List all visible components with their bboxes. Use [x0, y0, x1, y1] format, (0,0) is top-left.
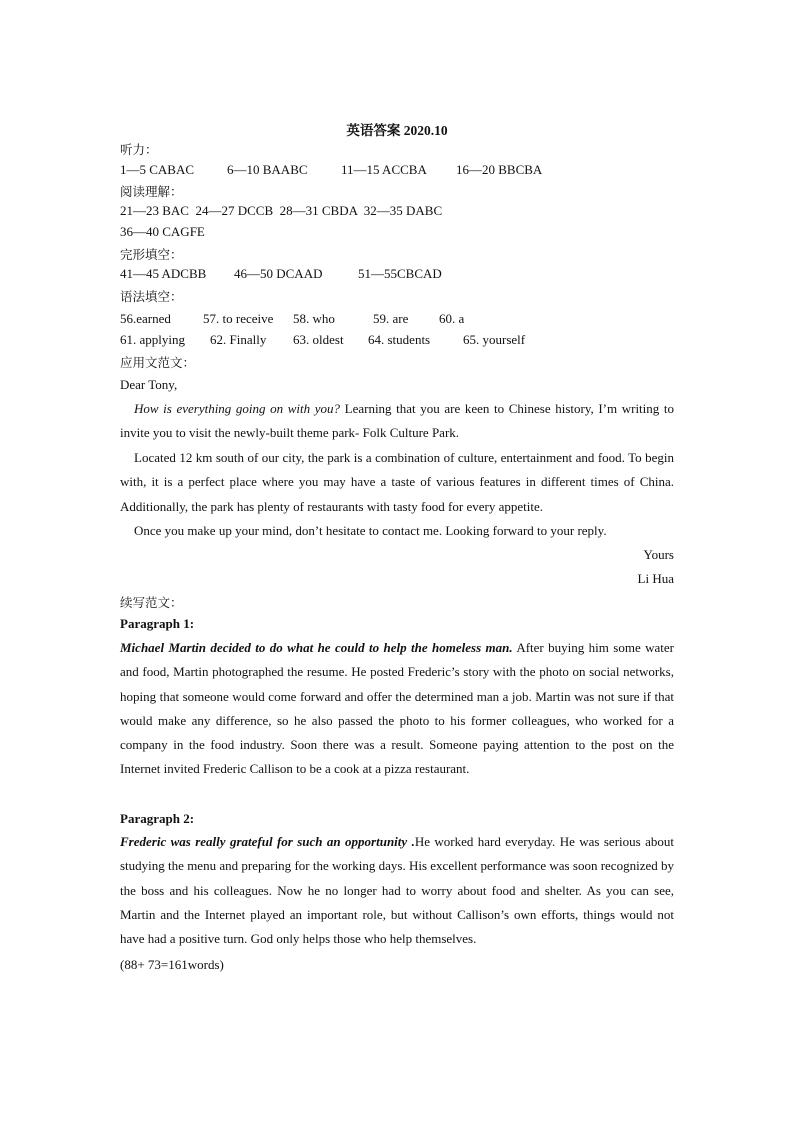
grammar-answer: 58. who: [293, 311, 335, 326]
grammar-answer: 65. yourself: [463, 332, 526, 347]
reading-heading: 阅读理解：: [120, 184, 183, 199]
grammar-heading: 语法填空：: [120, 289, 183, 304]
word-count: (88+ 73=161words): [120, 957, 224, 972]
listening-answer: 16—20 BBCBA: [456, 162, 543, 177]
letter-signature: Li Hua: [637, 571, 674, 586]
listening-answer: 6—10 BAABC: [227, 162, 308, 177]
grammar-answer: 64. students: [368, 332, 431, 347]
grammar-answer: 56.earned: [120, 311, 171, 326]
listening-heading: 听力：: [120, 142, 158, 157]
grammar-answer: 63. oldest: [293, 332, 344, 347]
grammar-answer: 59. are: [373, 311, 409, 326]
continuation-heading: 续写范文：: [120, 595, 183, 610]
letter-paragraph-1: [120, 397, 674, 446]
continuation-paragraph-2: [120, 830, 674, 951]
letter-opening-question: How is everything going on with you?: [134, 401, 341, 416]
letter-paragraph-2: Located 12 km south of our city, the park is a combination of culture, entertainment and food. To begin with, it is a perfect place where you may have a taste of various features in different times of China. Additionally, the park has plenty of restaurants with tasty food for every appetite.: [120, 450, 674, 514]
listening-answer: 11—15 ACCBA: [341, 162, 427, 177]
page-title: 英语答案 2020.10: [346, 123, 448, 138]
reading-answers-line2: 36—40 CAGFE: [120, 224, 205, 239]
cloze-answer: 41—45 ADCBB: [120, 266, 207, 281]
paragraph-1-label: Paragraph 1:: [120, 616, 195, 631]
cloze-heading: 完形填空：: [120, 247, 183, 262]
grammar-answer: 62. Finally: [210, 332, 267, 347]
paragraph-1-text: After buying him some water and food, Martin photographed the resume. He posted Frederic’s story with the photo on social networks, hoping that someone would come forward and offer the determined man a job. Martin was not sure if that would make any difference, so he also passed the photo to his former colleagues, who worked for a company in the food industry. Soon there was a result. Someone paying attention to the post on the Internet invited Frederic Callison to be a cook at a pizza restaurant.: [120, 640, 675, 777]
paragraph-2-text: He worked hard everyday. He was serious about studying the menu and preparing for the working days. His excellent performance was soon recognized by the boss and his colleagues. Now he no longer had to worry about food and shelter. As you can see, Martin and the Internet played an important role, but without Callison’s own efforts, things would not have had a positive turn. God only helps those who help themselves.: [120, 834, 674, 947]
grammar-answer: 57. to receive: [203, 311, 274, 326]
reading-answers-line1: 21—23 BAC 24—27 DCCB 28—31 CBDA 32—35 DABC: [120, 203, 443, 218]
paragraph-1-lead-sentence: Michael Martin decided to do what he could to help the homeless man.: [120, 640, 513, 655]
grammar-answers-row1: [120, 311, 464, 327]
letter-heading: 应用文范文：: [120, 355, 196, 370]
cloze-answer: 46—50 DCAAD: [234, 266, 323, 281]
paragraph-2-lead-sentence: Frederic was really grateful for such an opportunity .: [120, 834, 415, 849]
continuation-paragraph-1: [120, 636, 674, 782]
grammar-answers-row2: [120, 332, 525, 348]
grammar-answer: 61. applying: [120, 332, 185, 347]
listening-answers: [120, 162, 542, 178]
grammar-answer: 60. a: [439, 311, 465, 326]
cloze-answers: [120, 266, 442, 282]
listening-answer: 1—5 CABAC: [120, 162, 195, 177]
letter-paragraph-1-text: Learning that you are keen to Chinese history, I’m writing to invite you to visit the newly-built theme park- Folk Culture Park.: [120, 401, 674, 441]
cloze-answer: 51—55CBCAD: [358, 266, 442, 281]
letter-closing: Yours: [643, 547, 674, 562]
letter-paragraph-3: Once you make up your mind, don’t hesitate to contact me. Looking forward to your reply.: [134, 523, 607, 538]
paragraph-2-label: Paragraph 2:: [120, 811, 195, 826]
letter-greeting: Dear Tony,: [120, 377, 178, 392]
